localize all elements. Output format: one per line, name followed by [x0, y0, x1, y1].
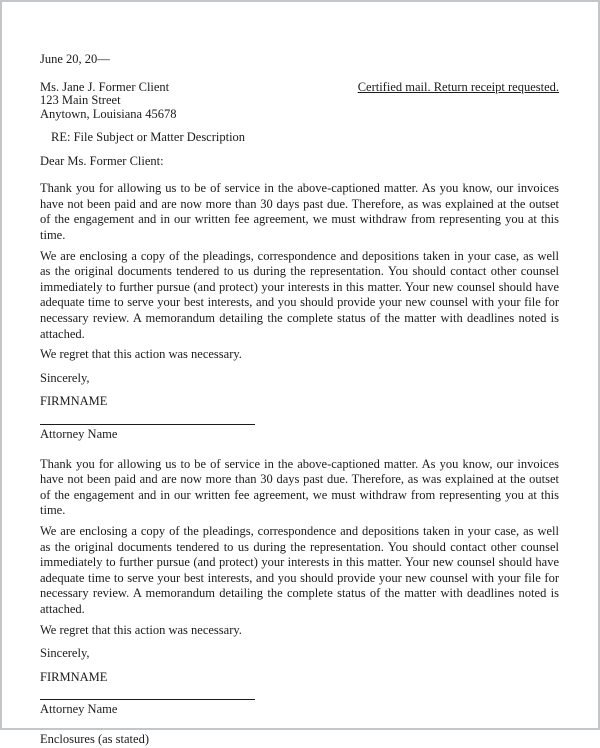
- recipient-city-state-zip: Anytown, Louisiana 45678: [40, 106, 177, 121]
- firm-name: FIRMNAME: [40, 394, 108, 409]
- closing-line-repeat: Sincerely,: [40, 646, 90, 661]
- signature-block-1: [40, 424, 559, 443]
- signature-block-2: [40, 699, 559, 718]
- certified-mail-notice: Certified mail. Return receipt requested.: [357, 79, 559, 94]
- address-row: [40, 81, 559, 122]
- body-paragraph-1-repeat: Thank you for allowing us to be of service in the above-captioned matter. As you know, our invoices have not been paid and are now more than 30 days past due. Therefore, as was explained at the outset of the engagement and in our written fee agreement, we must withdraw from representing you at this time.: [40, 456, 559, 518]
- date-line: June 20, 20—: [40, 52, 110, 66]
- firm-name-repeat: FIRMNAME: [40, 669, 108, 684]
- recipient-name: Ms. Jane J. Former Client: [40, 79, 170, 94]
- signature-label: Attorney Name: [40, 427, 118, 441]
- re-subject-line: RE: File Subject or Matter Description: [51, 130, 246, 145]
- body-paragraph-2-repeat: We are enclosing a copy of the pleadings, correspondence and depositions taken in your case, as well as the original documents tendered to us during the representation. You should contact other counsel immediately to further pursue (and protect) your interests in this matter. Your new counsel should have adequate time to serve your best interests, and you should provide your new counsel with your file for necessary review. A memorandum detailing the complete status of the matter with deadlines noted is attached.: [40, 523, 559, 616]
- body-paragraph-1: Thank you for allowing us to be of service in the above-captioned matter. As you know, our invoices have not been paid and are now more than 30 days past due. Therefore, as was explained at the outset of the engagement and in our written fee agreement, we must withdraw from representing you at this time.: [40, 181, 559, 243]
- body-paragraph-2: We are enclosing a copy of the pleadings, correspondence and depositions taken in your case, as well as the original documents tendered to us during the representation. You should contact other counsel immediately to further pursue (and protect) your interests in this matter. Your new counsel should have adequate time to serve your best interests, and you should provide your new counsel with your file for necessary review. A memorandum detailing the complete status of the matter with deadlines noted is attached.: [40, 248, 559, 341]
- recipient-street: 123 Main Street: [40, 93, 121, 108]
- regret-line: We regret that this action was necessary.: [40, 347, 242, 362]
- salutation: Dear Ms. Former Client:: [40, 153, 164, 168]
- enclosures-line: Enclosures (as stated): [40, 731, 149, 746]
- letter-content: [2, 2, 598, 748]
- closing-line: Sincerely,: [40, 370, 90, 385]
- recipient-address-block: [40, 81, 176, 122]
- regret-line-repeat: We regret that this action was necessary.: [40, 622, 242, 637]
- signature-label: Attorney Name: [40, 702, 118, 717]
